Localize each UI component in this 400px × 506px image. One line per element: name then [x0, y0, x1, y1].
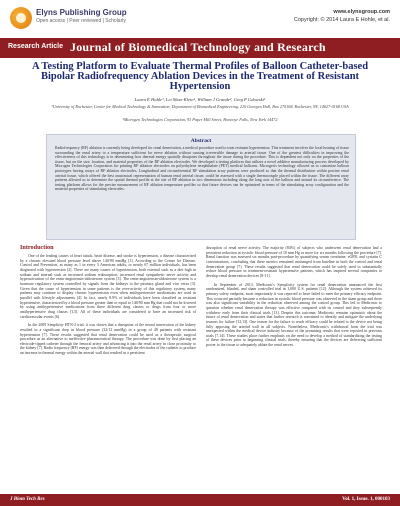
page-footer: [0, 494, 400, 506]
intro-paragraph: One of the leading causes of heart attack, heart disease, and stroke is hypertension, a disease characterized by a chronic elevated blood pressure level above 140/90 mmHg [1]. According to the Center for Disease, Control and Prevention, as many as 1 in every 3 American adults, or nearly 67 million individuals, has been diagnosed with hypertension [2]. There are many causes of hypertension, both external such as a diet high in sodium and internal such as increased sodium reabsorption, increased renal sympathetic nerve activity and hyperactivation of the renin-angiotensin-aldosterone system [3]. The renin-angiotensin-aldosterone system is a hormone regulatory system controlled by signals from the kidneys to the pituitary gland and vice versa [3]. Given that the cause of hypertension in some patients is the over-activity of this regulatory system, many patients may continue to display chronic hypertension even when antihypertensive medications are used in parallel with lifestyle adjustments [4]. In fact, nearly 8.9% of individuals have been classified as resistant hypertensive, characterized by a blood pressure greater than or equal to 140/90 mm Hg that could not be lowered by using antihypertensive medications from three different drug classes or drugs from four or more antihypertensive drug classes [1,5]. All of these individuals are considered to have an increased risk of cardiovascular events [6].: [20, 254, 196, 319]
article-type-label: Research Article: [8, 43, 63, 50]
journal-banner: [0, 38, 400, 58]
volume-info: Vol. 1, Issue. 1, 000103: [342, 497, 390, 502]
website-link[interactable]: www.elynsgroup.com: [333, 9, 390, 15]
publisher-tagline: Open access | Peer reviewed | Scholarly: [36, 18, 126, 24]
top-header: [0, 0, 400, 36]
abstract-heading: Abstract: [190, 138, 212, 144]
left-column: [20, 254, 196, 360]
introduction-heading: Introduction: [20, 244, 54, 251]
affiliation-2: ²Microgen Technologies Corporation, 93 Paper Mill Street, Honeoye Falls, New York 14472: [122, 117, 278, 122]
intro-paragraph: disruption of renal nerve activity. The majority (84%) of subjects who underwent renal denervation had a persistent reduction in systolic blood pressure of 10 mm Hg or more for six months following the procedure [7]. Renal function was assessed six months post-procedure by quantifying serum creatinine, eGFR, and cystatin C concentrations, concluding that these metrics remained unchanged from baseline in both the control and renal denervation group [7]. These results suggested that renal denervation could be safely used to substantially reduce blood pressure in treatment-resistant hypertensive patients, which has inspired several companies to develop renal denervation devices [8-11].: [206, 246, 382, 278]
right-column: [206, 246, 382, 352]
copyright-notice: Copyright: © 2014 Laura E Hohle, et al.: [293, 17, 390, 23]
affiliation-1: ¹University of Rochester, Center for Medical Technology & Innovation, Department of Biomedical Engineering, 210 Goergen Hall, Box 270168, Rochester, NY, 14627-0168 USA: [51, 104, 349, 109]
intro-paragraph: In the 2009 Simplicity HTN-2 trial, it was shown that a disruption of the neural innervation of the kidney resulted in a significant drop in blood pressure (32/12 mmHg) in a group of 49 patients with resistant hypertension [7]. These results suggested that renal denervation could be used as a therapeutic surgical procedure as an alternative to ineffective pharmaceutical therapy. The procedure was done by first placing an electrode-tipped catheter through the femoral artery and advancing it into the renal artery in close proximity to the kidney [7]. Radio frequency (RF) energy was then delivered through the electrodes of the catheter to produce an increase in thermal energy within the arterial wall that resulted in a persistent: [20, 323, 196, 356]
journal-title: Journal of Biomedical Technology and Research: [70, 40, 326, 54]
author-list: Laura E Hohle¹, Lei Shao-Klein¹, William J Grande², Greg P Gdowski¹: [134, 97, 266, 102]
intro-paragraph: In September of 2013, Medtronic's Symplicity system for renal denervation announced the first randomized, blinded, and sham controlled trial in 1,000 U.S. patients [12]. Although the system achieved its primary safety endpoint, most importantly it was reported to have failed to meet the primary efficacy endpoint. This occurred partially because a reduction in systolic blood pressure was observed in the sham group and there was also significant variability in the reduction observed among the control group. This led to Medtronic to question whether renal denervation therapy was effective compared with its control and they subsequently withdrew early from their clinical trials [13]. Despite this outcome, Medtronic remains optimistic about the future of renal denervation and states that further research is warranted to identify and mitigate the underlying reasons for failure [12,13]. One reason for the failure to reach efficacy could be related to the device not being fully apposing the arterial wall in all subjects. Nonetheless, Medtronic's withdrawal from the trial was unexpected within the medical device industry because of the promising results that were reported in previous trials [7,14]. These studies place further emphasis on the need to develop a method of standardizing the testing of these devices prior to beginning clinical trials, thereby ensuring that the devices are delivering sufficient power to the tissue to adequately ablate the renal nerves.: [206, 282, 382, 348]
article-title: A Testing Platform to Evaluate Thermal Profiles of Balloon Catheter-based Bipolar Radiofrequency Ablation Devices in the Treatment of Resistant Hypertension: [31, 61, 369, 92]
abstract-box: [46, 134, 356, 240]
abstract-text: Radiofrequency (RF) ablation is currently being developed for renal denervation, a medical procedure used to treat resistant hypertension. This treatment involves the local heating of tissue surrounding the renal artery to a temperature sufficient for nerve ablation without causing irreversible damage to arterial tissue. One of the greatest difficulties in improving the effectiveness of this technology is in determining how thermal energy spatially dissipates throughout the tissue during the procedure. This is dependent not only on the properties of the tissue, but on the size, location, and material properties of the RF ablation electrodes. We developed a testing platform that utilizes a novel additive manufacturing process developed by Microgen Technologies Corporation for printing RF ablation electrodes on polyethylene terephthalate (PET) medical balloons. Microgen's technology allowed us to customize balloon prototypes having arrays of RF ablation electrodes. Longitudinal and circumferential RF stimulation array patterns were produced so that the thermal distribution within porcine renal arterial tissue, which offered the best anatomical representation of human renal arterial tissue, could be assessed with a single thermocouple placed within the tissue. The different array patterns allowed us to determine the spatial thermal profile at the site of RF ablation in two dimensions including along the long axis of the balloon and around its circumference. The testing platform allows for the precise measurement of RF ablation temperature profiles so that future devices can be optimized in terms of the stimulating array configuration and the material properties of stimulating electrodes.: [55, 146, 349, 192]
journal-abbreviation: J Biom Tech Res: [10, 497, 45, 502]
publisher-logo-icon: [10, 7, 32, 29]
publisher-name: Elyns Publishing Group: [36, 8, 127, 17]
